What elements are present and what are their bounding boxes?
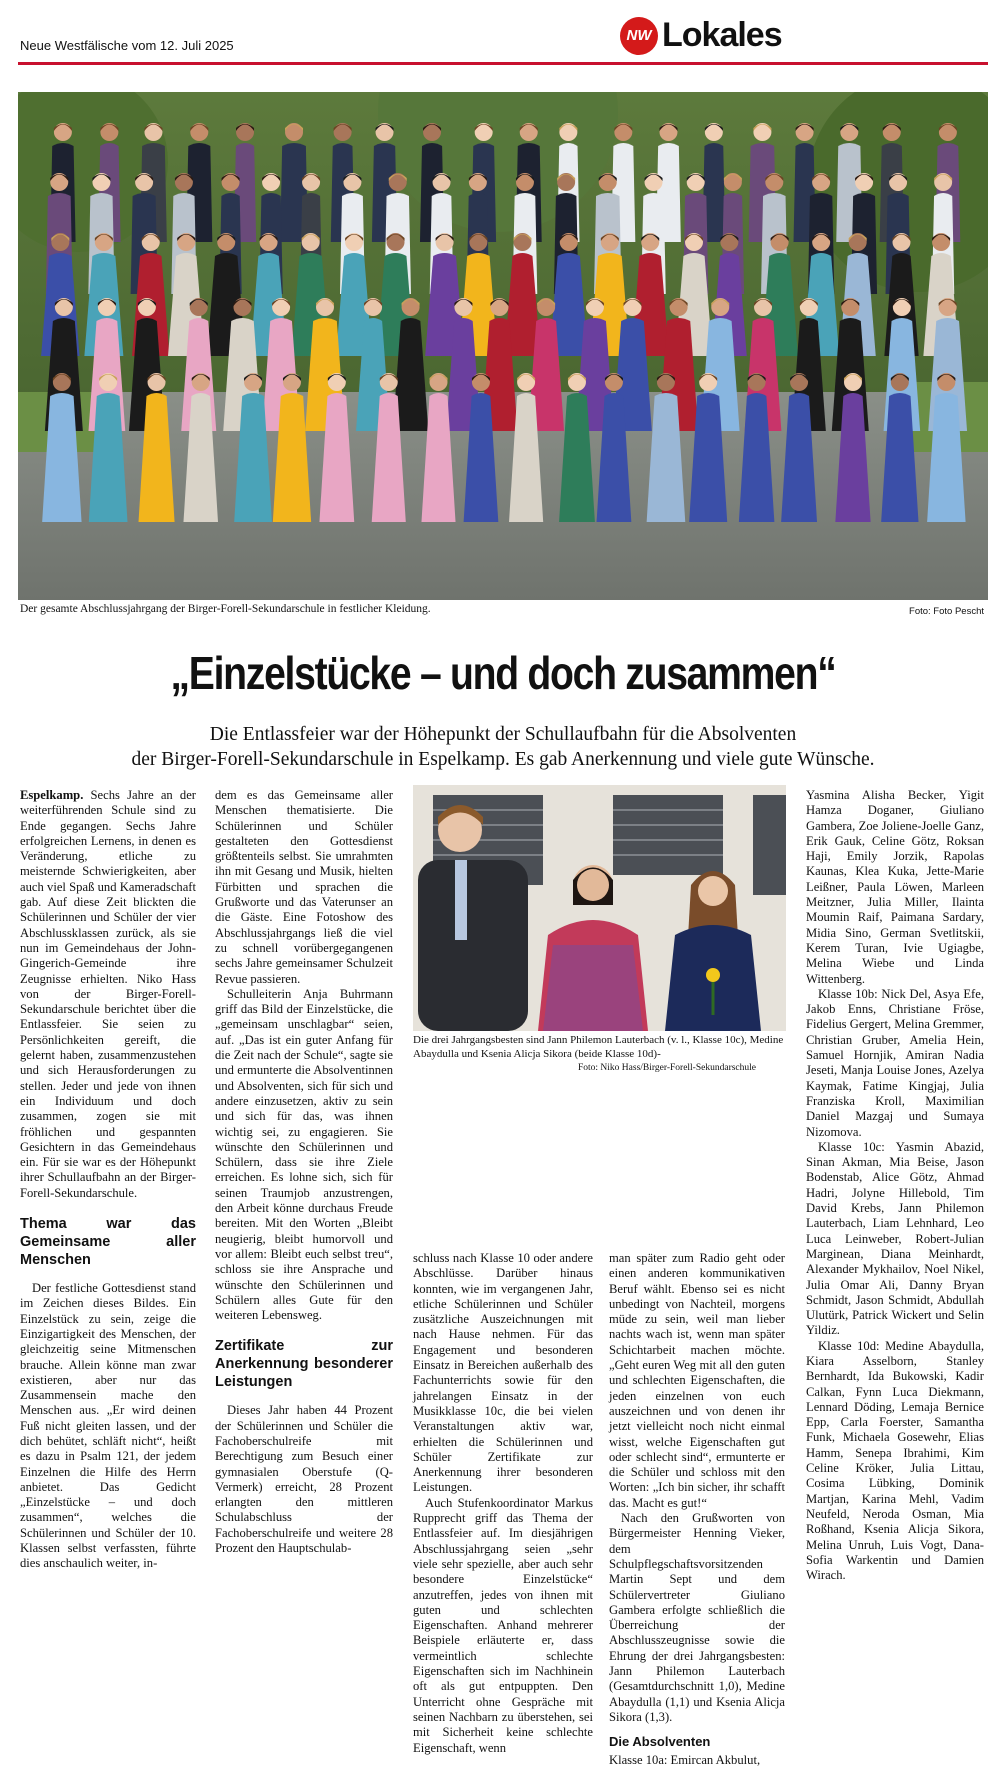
article-column-5 <box>806 788 984 1583</box>
graduate-head <box>711 298 729 316</box>
graduate-head <box>490 298 508 316</box>
graduate-head <box>605 373 623 391</box>
graduate-head <box>812 233 830 251</box>
graduate-head <box>98 298 116 316</box>
body-paragraph: schluss nach Klasse 10 oder andere Abschlüsse. Darüber hinaus konnten, wie im vergangenen Jahr, etliche Schülerinnen und Schüler zusätzliche Auszeichnungen mit nach Hause nehmen. Für das Engagement und besonderen Einsatz in Bereichen außerhalb des Fachunterrichts sowie für den jahrelangen Einsatz in der Musikklasse 10c, die bei vielen Veranstaltungen aktiv war, erhielten die Schülerinnen und Schüler Zertifikate zur Anerkennung ihrer besonderen Leistungen. <box>413 1251 593 1495</box>
graduate-head <box>469 173 487 191</box>
group-photo <box>18 92 988 600</box>
graduate-head <box>685 233 703 251</box>
graduate-head <box>790 373 808 391</box>
graduate-head <box>559 123 577 141</box>
graduate-head <box>423 123 441 141</box>
graduate-head <box>520 123 538 141</box>
graduate-head <box>54 123 72 141</box>
main-photo-caption: Der gesamte Abschlussjahrgang der Birger-Forell-Sekundarschule in festlicher Kleidung. <box>20 603 431 615</box>
graduate-head <box>436 233 454 251</box>
graduate-head <box>699 373 717 391</box>
graduate-head <box>260 233 278 251</box>
graduate-head <box>135 173 153 191</box>
body-paragraph: Schulleiterin Anja Buhrmann griff das Bild der Einzelstücke, die „gemeinsam unschlagbar“ seien, auf. „Das ist ein guter Anfang für die Zeit nach der Schule“, sagte sie und ermunterte die Absolventinnen und Absolventen, sich für sich und andere einzusetzen, aktiv zu sein und sich für das, was ihnen wichtig sei, zu engagieren. Sie wünschte den Schülerinnen und Schülern, dass sie ihre Ziele erreichen. Es lohne sich, sich für seinen Traumjob anzustrengen, den Arbeit könne durchaus Freude bereiten. Mit den Worten „Bleibt neugierig, bleibt humorvoll und vor allem: Bleibt euch selbst treu“, schloss sie ihre Ansprache und wünschte den Schülerinnen und Schülern alles Gute für den weiteren Lebensweg. <box>215 986 393 1323</box>
graduate-head <box>513 233 531 251</box>
graduate-head <box>748 373 766 391</box>
graduate-head <box>345 233 363 251</box>
graduate-head <box>430 373 448 391</box>
graduate-head <box>402 298 420 316</box>
graduate-head <box>190 123 208 141</box>
graduate-head <box>95 233 113 251</box>
graduate-head <box>641 233 659 251</box>
graduate-head <box>771 233 789 251</box>
headline: „Einzelstücke – und doch zusammen“ <box>170 647 836 699</box>
graduate-head <box>557 173 575 191</box>
graduate-head <box>475 123 493 141</box>
graduate-list: Yasmina Alisha Becker, Yigit Hamza Doganer, Giuliano Gambera, Zoe Joliene-Joelle Ganz, Erik Gauk, Celine Götz, Roksan Haji, Emily Jorzik, Rapolas Kaunas, Klea Kuka, Jette-Marie Leißner, Paula Löwen, Marleen Meitzner, Julia Miller, Ilainta Moumin Raif, Paimana Sardary, Midia Sino, German Svetlitskii, Kerem Turan, Ivie Ugiagbe, Melina Wiebe und Linda Wittenberg. <box>806 788 984 986</box>
graduate-head <box>302 173 320 191</box>
graduate-head <box>796 123 814 141</box>
graduate-head <box>932 233 950 251</box>
graduate-head <box>849 233 867 251</box>
graduate-list: Klasse 10b: Nick Del, Asya Efe, Jakob Enns, Christiane Fröse, Fidelius Gergert, Melina Gremmer, Christian Gruber, Amelia Hein, Samuel Hornjik, Amiran Nadia Jeseti, Manja Louise Jones, Azelya Kaymak, Fatime Kingjaj, Julia Franziska Kroll, Maximilian Daniel Mazgaj und Sumaya Nizomova. <box>806 986 984 1139</box>
graduate-head <box>55 298 73 316</box>
graduate-head <box>753 123 771 141</box>
article-column-4 <box>609 1251 785 1769</box>
graduate-head <box>855 173 873 191</box>
section-logo <box>620 16 782 55</box>
graduate-head <box>148 373 166 391</box>
graduate-head <box>233 298 251 316</box>
main-photo-credit: Foto: Foto Pescht <box>909 606 984 617</box>
graduate-head <box>433 173 451 191</box>
graduate-head <box>192 373 210 391</box>
graduate-head <box>328 373 346 391</box>
graduate-head <box>376 123 394 141</box>
subhead: Die Absolventen <box>609 1734 711 1750</box>
top-students-caption: Die drei Jahrgangsbesten sind Jann Philemon Lauterbach (v. l., Klasse 10c), Medine Abaydulla und Ksenia Alicja Sikora (beide Klasse 10d)- <box>413 1034 784 1060</box>
graduate-head <box>285 123 303 141</box>
graduate-head <box>50 173 68 191</box>
graduate-head <box>343 173 361 191</box>
graduate-head <box>586 298 604 316</box>
edition-line: Neue Westfälische vom 12. Juli 2025 <box>20 38 234 53</box>
graduate-head <box>217 233 235 251</box>
graduate-head <box>472 373 490 391</box>
graduate-head <box>939 298 957 316</box>
graduate-head <box>601 233 619 251</box>
graduate-head <box>92 173 110 191</box>
graduate-head <box>568 373 586 391</box>
graduate-head <box>765 173 783 191</box>
graduate-head <box>560 233 578 251</box>
graduate-head <box>599 173 617 191</box>
graduate-head <box>614 123 632 141</box>
graduate-head <box>645 173 663 191</box>
subhead: Thema war das Gemeinsame aller Menschen <box>20 1216 196 1269</box>
top-students-photo <box>413 785 786 1031</box>
graduate-head <box>99 373 117 391</box>
graduate-head <box>670 298 688 316</box>
graduate-head <box>283 373 301 391</box>
graduate-head <box>516 173 534 191</box>
section-title: Lokales <box>662 16 782 54</box>
article-column-2 <box>215 788 393 1556</box>
graduate-head <box>517 373 535 391</box>
body-paragraph: Auch Stufenkoordinator Markus Rupprecht griff das Thema der Entlassfeier auf. Im diesjährigen Abschlussjahrgang seien „sehr viele sehr spezielle, aber auch sehr besondere Einzelstücke“ anzutreffen, jedes von ihnen mit guten und schlechten Eigenschaften. Anhand mehrerer Beispiele erläuterte er, dass vermeintlich schlechte Eigenschaften sich im Nachhinein oft als gut entpuppten. Den Unterricht ohne Gespräche mit seinen Nachbarn zu überstehen, sei mit Sicherheit keine schlechte Eigenschaft, wenn <box>413 1495 593 1755</box>
graduate-head <box>844 373 862 391</box>
graduate-head <box>53 373 71 391</box>
top-students-illustration <box>413 785 786 1031</box>
graduate-head <box>937 373 955 391</box>
graduate-head <box>705 123 723 141</box>
body-paragraph: Dieses Jahr haben 44 Prozent der Schülerinnen und Schüler die Fachoberschulreife mit Berechtigung zum Besuch einer gymnasialen Oberstufe (Q-Vermerk) erreicht, 28 Prozent erlangten den mittleren Schulabschluss der Fachoberschulreife und weitere 28 Prozent den Hauptschulab- <box>215 1403 393 1556</box>
body-paragraph: Der festliche Gottesdienst stand im Zeichen dieses Bildes. Ein Einzelstück zu sein, zeige die Einzigartigkeit des Menschen, der gleichzeitig seine Mitmenschen brauche. Allein könne man zwar existieren, aber nur das Zusammensein mache den Menschen aus. „Er wird deinen Fuß nicht gleiten lassen, und der dich behütet, schläft nicht“, heißt es dazu in Psalm 121, der jedem Einzelnen die Hilfe des Herrn anbietet. Das Gedicht „Einzelstücke – und doch zusammen“, welches die Schülerinnen und Schüler der 10. Klassen selbst verfassten, führte dies anschaulich weiter, in- <box>20 1281 196 1571</box>
graduate-head <box>724 173 742 191</box>
graduate-head <box>100 123 118 141</box>
graduate-head <box>272 298 290 316</box>
article-column-3 <box>413 1251 593 1756</box>
graduate-head <box>244 373 262 391</box>
top-students-credit: Foto: Niko Hass/Birger-Forell-Sekundarschule <box>578 1063 756 1073</box>
graduate-head <box>720 233 738 251</box>
deck-line-1: Die Entlassfeier war der Höhepunkt der Schullaufbahn für die Absolventen <box>209 724 797 745</box>
graduate-head <box>302 233 320 251</box>
graduate-head <box>659 123 677 141</box>
graduate-head <box>454 298 472 316</box>
graduate-head <box>687 173 705 191</box>
graduate-head <box>812 173 830 191</box>
graduate-list: Klasse 10c: Yasmin Abazid, Sinan Akman, Mia Beise, Jason Bodenstab, Alice Götz, Ahmad Hadri, Jolyne Hillebold, Tim David Krebs, Jann Philemon Lauterbach, Liam Lehnhard, Leo Luca Leinweber, Robert-Julian Marginean, Diana Meinhardt, Alexander Mykhailov, Noel Nikel, Julia Omar Ali, Danny Bryan Schmidt, Jason Schmidt, Abdullah Ulutürk, Patrick Wickert und Selin Yildiz. <box>806 1139 984 1338</box>
graduate-head <box>800 298 818 316</box>
body-paragraph: Klasse 10a: Emircan Akbulut, <box>609 1753 761 1768</box>
graduate-head <box>177 233 195 251</box>
graduate-head <box>316 298 334 316</box>
graduate-head <box>469 233 487 251</box>
graduate-head <box>537 298 555 316</box>
graduate-head <box>51 233 69 251</box>
dateline: Espelkamp. <box>20 788 84 802</box>
group-photo-illustration <box>18 92 988 600</box>
graduate-head <box>175 173 193 191</box>
graduate-head <box>142 233 160 251</box>
graduate-head <box>892 233 910 251</box>
nw-logo-badge: NW <box>620 17 658 55</box>
body-paragraph: man später zum Radio geht oder einen anderen kommunikativen Beruf wählt. Ebenso sei es nicht unbedingt von Nachteil, morgens müde zu sein, weil man lieber nachts wach ist, wenn man später Schichtarbeit machen möchte. „Geht euren Weg mit all den guten und schlechten Eigenschaften, die jeden einzelnen von euch auszeichnen und von denen ihr jetzt vielleicht noch nicht einmal wisst, welche Eigenschaften gut oder schlecht sind“, ermunterte er die Schüler und schloss mit den Worten: „Ich bin sicher, ihr schafft das. Macht es gut!“ <box>609 1251 785 1510</box>
body-paragraph: dem es das Gemeinsame aller Menschen thematisierte. Die Schülerinnen und Schüler gestalteten den Gottesdienst größtenteils selbst. Sie umrahmten ihn mit Gesang und Musik, hielten Fürbitten und sprachen die Grußworte und das Vaterunser an die Gäste. Eine Fotoshow des Abschlussjahrgangs ließ die viel zu schnell vorübergegangenen sechs Jahre gemeinsamer Schulzeit Revue passieren. <box>215 788 393 986</box>
subhead: Zertifikate zur Anerkennung besonderer Leistungen <box>215 1338 393 1391</box>
graduate-head <box>190 298 208 316</box>
graduate-head <box>389 173 407 191</box>
graduate-head <box>387 233 405 251</box>
graduate-list: Klasse 10d: Medine Abaydulla, Kiara Asselborn, Stanley Bernhardt, Ida Bukowski, Kadir Calkan, Fynn Luca Diekmann, Lennard Döding, Lemaja Bernice Epp, Carla Foerster, Samantha Funk, Michaela Gosewehr, Elias Hamm, Senepa Ibrahimi, Kim Celine Kröker, Julia Littau, Cosima Lübking, Dominik Martjan, Karina Mehl, Vadim Neufeld, Neroda Osman, Mia Roßhand, Ksenia Alicja Sikora, Melina Unruh, Luis Vogt, Dana-Sofia Warkentin und Damien Wirach. <box>806 1338 984 1583</box>
article-column-1 <box>20 788 196 1572</box>
header-rule <box>18 62 988 65</box>
graduate-head <box>236 123 254 141</box>
graduate-head <box>657 373 675 391</box>
graduate-head <box>334 123 352 141</box>
graduate-head <box>364 298 382 316</box>
graduate-head <box>939 123 957 141</box>
graduate-head <box>624 298 642 316</box>
graduate-head <box>840 123 858 141</box>
graduate-head <box>934 173 952 191</box>
body-paragraph: Nach den Grußworten von Bürgermeister Henning Vieker, dem Schulpflegschaftsvorsitzenden Martin Sept und dem Schülervertreter Giuliano Gambera erfolgte schließlich die Überreichung der Abschlusszeugnisse sowie die Ehrung der drei Jahrgangsbesten: Jann Philemon Lauterbach (Gesamtdurchschnitt 1,0), Medine Abaydulla (1,1) und Ksenia Alicja Sikora (1,3). <box>609 1511 785 1724</box>
graduate-head <box>144 123 162 141</box>
body-paragraph: Espelkamp. Sechs Jahre an der weiterführenden Schule sind zu Ende gegangen. Sechs Jahre erfolgreichen Lernens, in denen es Veränderung, etliche zu meisternde Schwierigkeiten, aber auch viel Spaß und Kameradschaft gab. Auf diese Zeit blickten die Schülerinnen und Schüler der vier Abschlussklassen zurück, als sie nun im Gemeindehaus der John-Gingerich-Gemeinde ihre Zeugnisse erhielten. Niko Hass von der Birger-Forell-Sekundarschule berichtet über die Entlassfeier. Sie seien zu Persönlichkeiten gereift, die gelernt haben, zusammenzustehen und sich Herausforderungen zu stellen. Jeder und jede von ihnen ein Individuum und doch zusammen, zogen sie mit fröhlichen und gespannten Gesichtern in das Gemeindehaus ein. Für sie war es der Höhepunkt ihrer Schullaufbahn an der Birger-Forell-Sekundarschule. <box>20 788 196 1200</box>
graduate-head <box>380 373 398 391</box>
deck <box>100 722 906 772</box>
graduate-head <box>893 298 911 316</box>
graduate-head <box>841 298 859 316</box>
deck-line-2: der Birger-Forell-Sekundarschule in Espelkamp. Es gab Anerkennung und viele gute Wünsche. <box>131 749 875 770</box>
graduate-head <box>889 173 907 191</box>
graduate-head <box>138 298 156 316</box>
graduate-head <box>883 123 901 141</box>
graduate-head <box>891 373 909 391</box>
graduate-head <box>754 298 772 316</box>
graduate-head <box>262 173 280 191</box>
graduate-head <box>222 173 240 191</box>
